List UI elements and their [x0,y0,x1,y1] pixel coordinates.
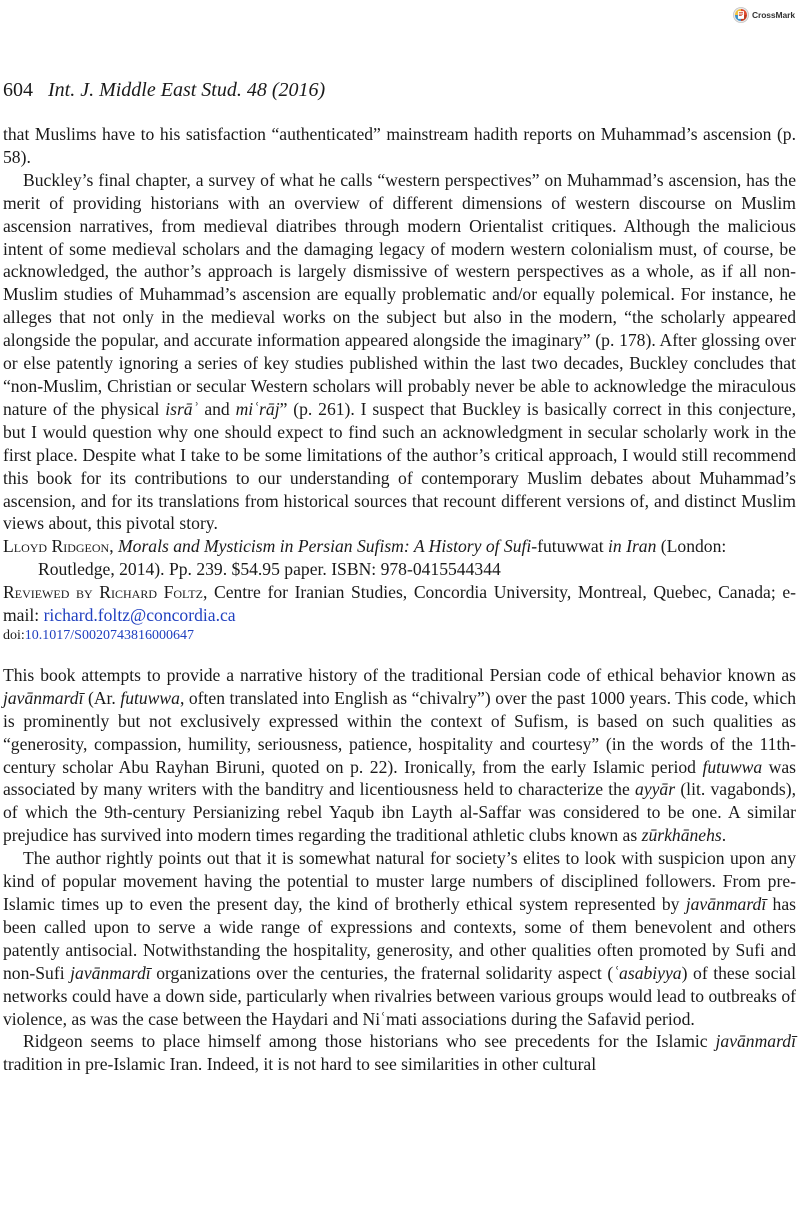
book-title: Morals and Mysticism in Persian Sufism: A History of Sufi- [118,536,538,557]
page-number: 604 [3,79,33,101]
prev-review-paragraph-2: Buckley’s final chapter, a survey of what he calls “western perspectives” on Muhammad’s ascension, has the merit of providing historians with an overview of different dimensions of western discourse on Muslim ascension narratives, from medieval diatribes through modern Orientalist critiques. Although the malicious intent of some medieval scholars and the damaging legacy of modern western colonialism must, of course, be acknowledged, the author’s approach is largely dismissive of western perspectives as a whole, as if all non-Muslim studies of Muhammad’s ascension are equally problematic and/or equally polemical. For instance, he alleges that not only in the medieval works on the subject but also in the modern, “the scholarly appeared alongside the popular, and accurate information appeared alongside the imaginary” (p. 178). After glossing over or else patently ignoring a series of key studies published within the last two decades, Buckley concludes that “non-Muslim, Christian or secular Western scholars will probably never be able to acknowledge the miraculous nature of the physical isrāʾ and miʿrāj” (p. 261). I suspect that Buckley is basically correct in this conjecture, but I would question why one should expect to find such an acknowledgment in secular scholarly work in the first place. Despite what I take to be some limitations of the author’s critical approach, I would still recommend this book for its contributions to our understanding of contemporary Muslim debates about Muhammad’s ascension, and for its translations from historical sources that recount different versions of, and distinct Muslim views about, this pivotal story. [3,169,796,534]
reviewer-email-link[interactable]: richard.foltz@concordia.ca [43,605,236,626]
reviewer-name: Richard Foltz [99,582,203,603]
review-paragraph-1: This book attempts to provide a narrative history of the traditional Persian code of ethical behavior known as javānmardī (Ar. futuwwa, often translated into English as “chivalry”) over the past 1000 years. This code, which is prominently but not exclusively expressed within the context of Sufism, is based on such qualities as “generosity, compassion, humility, seriousness, patience, hospitality and courtesy” (in the words of the 11th-century scholar Abu Rayhan Biruni, quoted on p. 22). Ironically, from the early Islamic period futuwwa was associated by many writers with the banditry and licentiousness held to characterize the ayyār (lit. vagabonds), of which the 9th-century Persianizing rebel Yaqub ibn Layth al-Saffar was considered to be one. A similar prejudice has survived into modern times regarding the traditional athletic clubs known as zūrkhānehs. [3,664,797,846]
doi-link[interactable]: 10.1017/S0020743816000647 [24,627,194,643]
book-author: Lloyd Ridgeon [3,536,110,557]
review-paragraph-2: The author rightly points out that it is somewhat natural for society’s elites to look with suspicion upon any kind of popular movement having the potential to muster large numbers of disciplined followers. From pre-Islamic times up to even the present day, the kind of brotherly ethical system represented by javānmardī has been called upon to serve a wide range of expressions and contexts, some of them benevolent and others patently antisocial. Notwithstanding the hospitality, generosity, and other qualities often promoted by Sufi and non-Sufi javānmardī organizations over the centuries, the fraternal solidarity aspect (ʿasabiyya) of these social networks could have a down side, particularly when rivalries between various groups would lead to outbreaks of violence, as was the case between the Haydari and Niʿmati associations during the Safavid period. [3,848,797,1029]
crossmark-link[interactable] [733,4,795,26]
journal-title: Int. J. Middle East Stud. 48 (2016) [48,79,326,101]
crossmark-icon [733,5,749,25]
book-details: (London: Routledge, 2014). Pp. 239. $54.95 paper. ISBN: 978-0415544344 [38,536,727,580]
page-body [3,123,796,1076]
book-citation: Lloyd Ridgeon, Morals and Mysticism in Persian Sufism: A History of Sufi-futuwwat in Iran (London: Routledge, 2014). Pp. 239. $54.95 paper. ISBN: 978-0415544344 [3,536,727,580]
doi-line: doi:10.1017/S0020743816000647 [3,627,194,643]
review-paragraph-3: Ridgeon seems to place himself among those historians who see precedents for the Islamic javānmardī tradition in pre-Islamic Iran. Indeed, it is not hard to see similarities in other cultural [3,1031,796,1075]
reviewer-line: Reviewed by Richard Foltz, Centre for Iranian Studies, Concordia University, Montreal, Quebec, Canada; e-mail: richard.foltz@concordia.ca [3,582,796,626]
prev-review-paragraph-1: that Muslims have to his satisfaction “authenticated” mainstream hadith reports on Muhammad’s ascension (p. 58). [3,124,796,167]
running-head [3,79,325,102]
crossmark-label: CrossMark [751,10,795,20]
